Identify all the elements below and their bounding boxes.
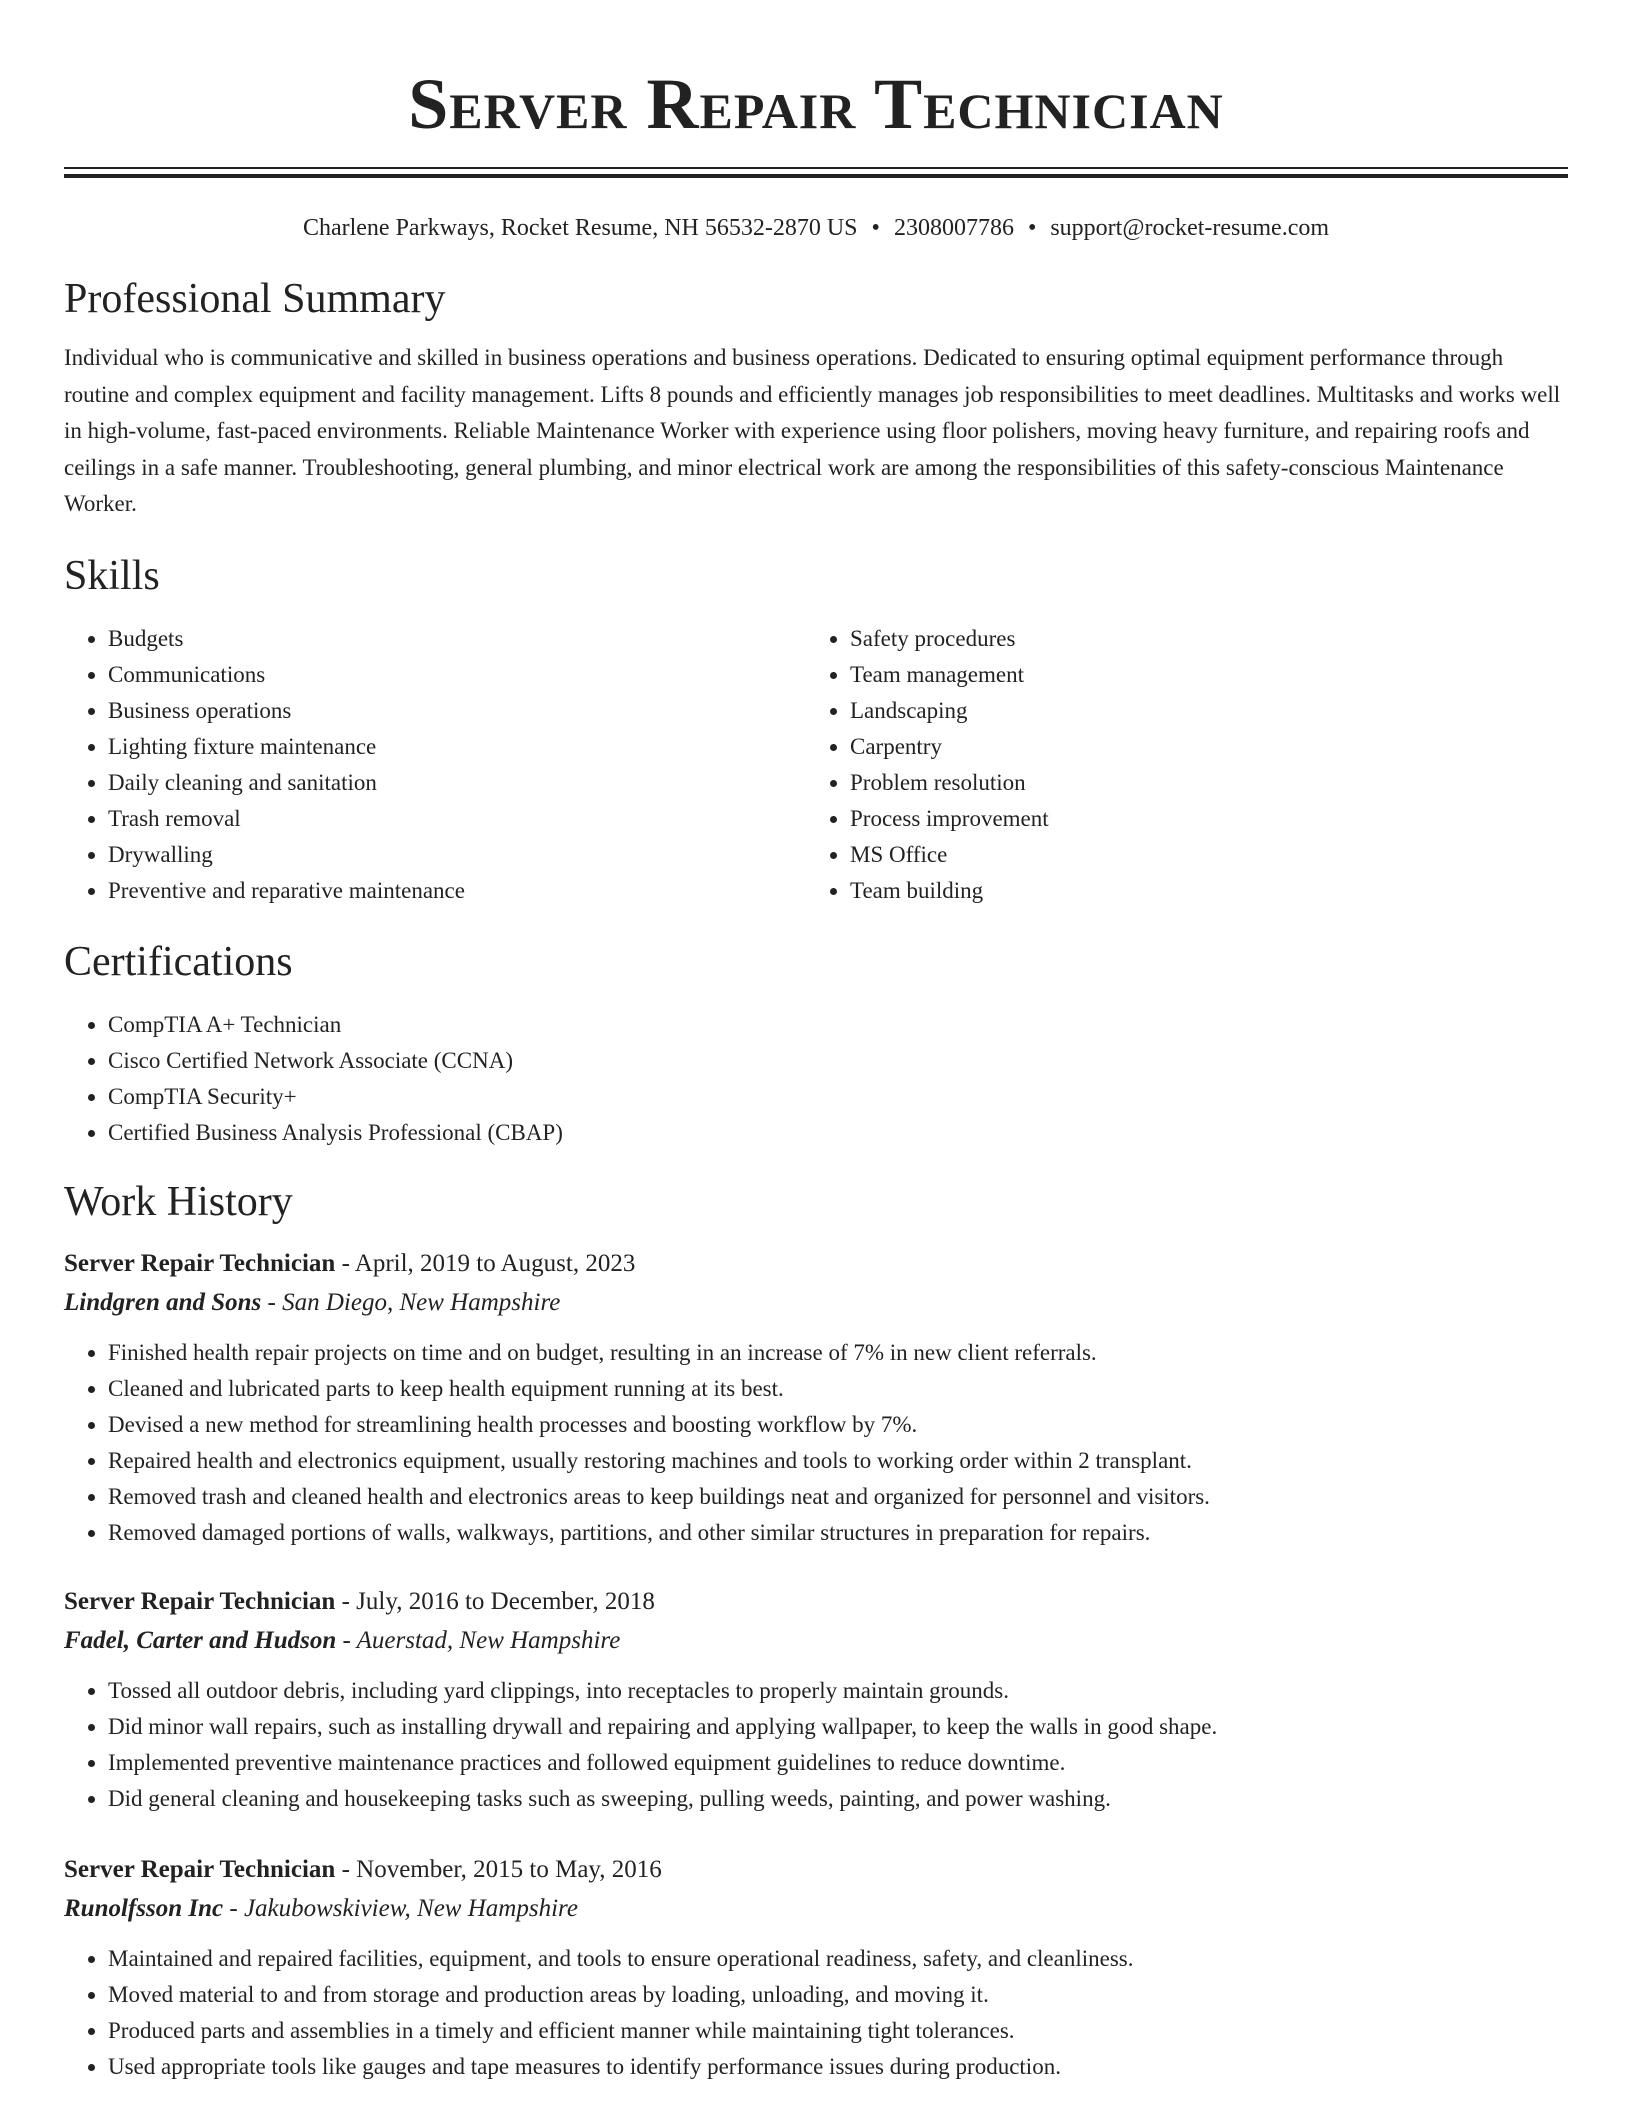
skill-item: • Safety procedures — [850, 621, 1548, 657]
job-bullet: • Did general cleaning and housekeeping tasks such as sweeping, pulling weeds, painting, and power washing. — [108, 1781, 1568, 1817]
contact-line — [64, 212, 1568, 244]
job-bullet: • Cleaned and lubricated parts to keep health equipment running at its best. — [108, 1371, 1568, 1407]
skill-item: • Budgets — [108, 621, 806, 657]
company-line — [64, 1889, 1568, 1929]
job-entry — [64, 1245, 1568, 1551]
skills-list-left — [64, 621, 806, 909]
job-entry — [64, 1851, 1568, 2085]
skill-item: • MS Office — [850, 837, 1548, 873]
company-dash: - — [336, 1626, 357, 1654]
job-bullet: • Moved material to and from storage and production areas by loading, unloading, and moving it. — [108, 1977, 1568, 2013]
company-name: Fadel, Carter and Hudson — [64, 1626, 337, 1654]
job-title-line — [64, 1851, 1568, 1889]
header-divider-thick — [64, 174, 1568, 178]
section-heading-work-history: Work History — [64, 1178, 293, 1225]
skill-item: • Team management — [850, 657, 1548, 693]
resume-name: Server Repair Technician — [408, 64, 1224, 144]
job-dates: November, 2015 to May, 2016 — [356, 1855, 662, 1883]
job-bullets — [64, 1673, 1568, 1817]
header-divider-thin — [64, 167, 1568, 169]
job-bullet: • Devised a new method for streamlining health processes and boosting workflow by 7%. — [108, 1407, 1568, 1443]
job-dash: - — [335, 1249, 355, 1277]
company-dash: - — [261, 1288, 283, 1316]
certification-item: • Cisco Certified Network Associate (CCNA) — [108, 1043, 1568, 1079]
skill-item: • Daily cleaning and sanitation — [108, 765, 806, 801]
job-bullets — [64, 1335, 1568, 1551]
job-bullet: • Repaired health and electronics equipment, usually restoring machines and tools to working order within 2 transplant. — [108, 1443, 1568, 1479]
job-bullets — [64, 1941, 1568, 2085]
contact-separator: • — [1027, 215, 1037, 241]
company-name: Runolfsson Inc — [64, 1894, 224, 1922]
skill-item: • Team building — [850, 873, 1548, 909]
job-bullet: • Removed damaged portions of walls, walkways, partitions, and other similar structures in preparation for repairs. — [108, 1515, 1568, 1551]
job-bullet: • Did minor wall repairs, such as installing drywall and repairing and applying wallpaper, to keep the walls in good shape. — [108, 1709, 1568, 1745]
job-title: Server Repair Technician — [64, 1855, 336, 1883]
job-bullet: • Implemented preventive maintenance practices and followed equipment guidelines to reduce downtime. — [108, 1745, 1568, 1781]
section-heading-skills: Skills — [64, 552, 160, 599]
skill-item: • Trash removal — [108, 801, 806, 837]
skill-item: • Lighting fixture maintenance — [108, 729, 806, 765]
certification-item: • CompTIA A+ Technician — [108, 1007, 1568, 1043]
contact-separator: • — [871, 215, 880, 241]
company-name: Lindgren and Sons — [64, 1288, 262, 1316]
job-entry — [64, 1583, 1568, 1817]
job-bullet: • Tossed all outdoor debris, including yard clippings, into receptacles to properly maintain grounds. — [108, 1673, 1568, 1709]
job-title: Server Repair Technician — [64, 1249, 336, 1277]
job-bullet: • Used appropriate tools like gauges and tape measures to identify performance issues during production. — [108, 2049, 1568, 2085]
job-dates: July, 2016 to December, 2018 — [356, 1587, 655, 1615]
company-location: Auerstad, New Hampshire — [356, 1626, 621, 1654]
job-dash: - — [335, 1587, 357, 1615]
skills-columns — [64, 621, 1568, 909]
skills-column-left — [64, 621, 806, 909]
job-title: Server Repair Technician — [64, 1587, 336, 1615]
job-title-line — [64, 1245, 1568, 1283]
contact-phone[interactable]: 2308007786 — [893, 215, 1014, 241]
skill-item: • Carpentry — [850, 729, 1548, 765]
section-heading-certifications: Certifications — [64, 938, 293, 985]
skill-item: • Communications — [108, 657, 806, 693]
job-bullet: • Finished health repair projects on time and on budget, resulting in an increase of 7% in new client referrals. — [108, 1335, 1568, 1371]
skill-item: • Business operations — [108, 693, 806, 729]
skill-item: • Landscaping — [850, 693, 1548, 729]
job-bullet: • Removed trash and cleaned health and electronics areas to keep buildings neat and organized for personnel and visitors. — [108, 1479, 1568, 1515]
contact-email[interactable]: support@rocket-resume.com — [1050, 215, 1330, 241]
skill-item: • Problem resolution — [850, 765, 1548, 801]
company-line — [64, 1283, 1568, 1323]
section-heading-summary: Professional Summary — [64, 276, 446, 322]
job-dates: April, 2019 to August, 2023 — [354, 1249, 636, 1277]
job-dash: - — [335, 1855, 357, 1883]
skills-column-right — [806, 621, 1548, 909]
certification-item: • Certified Business Analysis Professional (CBAP) — [108, 1115, 1568, 1151]
company-location: San Diego, New Hampshire — [282, 1288, 561, 1316]
company-dash: - — [223, 1894, 244, 1922]
skill-item: • Preventive and reparative maintenance — [108, 873, 806, 909]
contact-address: Charlene Parkways, Rocket Resume, NH 56532-2870 US — [302, 215, 858, 241]
skills-list-right — [806, 621, 1548, 909]
company-location: Jakubowskiview, New Hampshire — [243, 1894, 578, 1922]
summary-text: Individual who is communicative and skilled in business operations and business operations. Dedicated to ensuring optimal equipment performance through routine and complex equipment and facility management. Lifts 8 pounds and efficiently manages job responsibilities to meet deadlines. Multitasks and works well in high-volume, fast-paced environments. Reliable Maintenance Worker with experience using floor polishers, moving heavy furniture, and repairing roofs and ceilings in a safe manner. Troubleshooting, general plumbing, and minor electrical work are among the responsibilities of this safety-conscious Maintenance Worker. — [64, 345, 1561, 516]
job-title-line — [64, 1583, 1568, 1621]
certification-item: • CompTIA Security+ — [108, 1079, 1568, 1115]
skill-item: • Process improvement — [850, 801, 1548, 837]
certifications-list — [64, 1007, 1568, 1151]
job-bullet: • Produced parts and assemblies in a timely and efficient manner while maintaining tight tolerances. — [108, 2013, 1568, 2049]
resume-page — [64, 0, 1568, 2085]
job-bullet: • Maintained and repaired facilities, equipment, and tools to ensure operational readiness, safety, and cleanliness. — [108, 1941, 1568, 1977]
company-line — [64, 1621, 1568, 1661]
skill-item: • Drywalling — [108, 837, 806, 873]
